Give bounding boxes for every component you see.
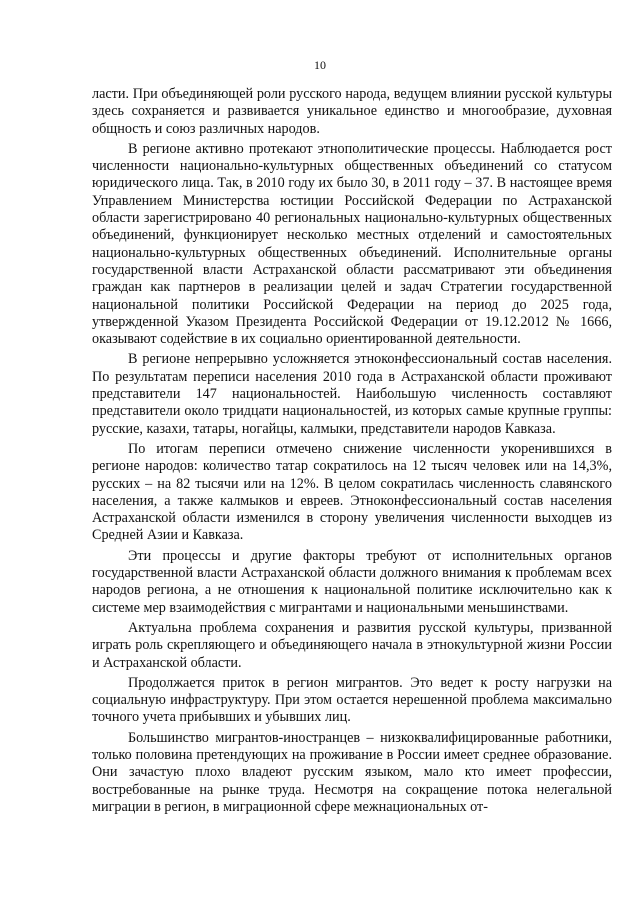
page-number: 10 bbox=[314, 58, 326, 72]
paragraph-7: Продолжается приток в регион мигрантов. Это ведет к росту нагрузки на социальную инфраструктуру. При этом остается нерешенной проблема максимально точного учета прибывших и убывших лиц. bbox=[92, 674, 612, 726]
paragraph-6: Актуальна проблема сохранения и развития русской культуры, призванной играть роль скрепляющего и объединяющего начала в этнокультурной жизни России и Астраханской области. bbox=[92, 619, 612, 671]
body-text bbox=[92, 86, 612, 819]
paragraph-2: В регионе активно протекают этнополитические процессы. Наблюдается рост численности национально-культурных общественных объединений со статусом юридического лица. Так, в 2010 году их было 30, в 2011 году – 37. В настоящее время Управлением Министерства юстиции Российской Федерации по Астраханской области зарегистрировано 40 региональных национально-культурных общественных объединений, функционирует несколько местных отделений и самостоятельных национально-культурных общественных объединений. Исполнительные органы государственной власти Астраханской области рассматривают эти объединения граждан как партнеров в реализации целей и задач Стратегии государственной национальной политики Российской Федерации на период до 2025 года, утвержденной Указом Президента Российской Федерации от 19.12.2012 № 1666, оказывают содействие в их социально ориентированной деятельности. bbox=[92, 140, 612, 348]
paragraph-4: По итогам переписи отмечено снижение численности укоренившихся в регионе народов: количество татар сократилось на 12 тысяч человек или на 14,3%, русских – на 82 тысячи или на 12%. В целом сократилась численность славянского населения, а также калмыков и евреев. Этноконфессиональный состав населения Астраханской области изменился в сторону увеличения численности выходцев из Средней Азии и Кавказа. bbox=[92, 440, 612, 544]
paragraph-1: ласти. При объединяющей роли русского народа, ведущем влиянии русской культуры здесь сохраняется и развивается уникальное единство и многообразие, духовная общность и союз различных народов. bbox=[92, 86, 612, 137]
paragraph-3: В регионе непрерывно усложняется этноконфессиональный состав населения. По результатам переписи населения 2010 года в Астраханской области проживают представители 147 национальностей. Наибольшую численность составляют представители около тридцати национальностей, из которых самые крупные группы: русские, казахи, татары, ногайцы, калмыки, представители народов Кавказа. bbox=[92, 351, 612, 437]
paragraph-5: Эти процессы и другие факторы требуют от исполнительных органов государственной власти Астраханской области должного внимания к проблемам всех народов региона, а не отношения к национальной политике исключительно как к системе мер взаимодействия с мигрантами и национальными меньшинствами. bbox=[92, 547, 612, 616]
paragraph-8: Большинство мигрантов-иностранцев – низкоквалифицированные работники, только половина претендующих на проживание в России имеет среднее образование. Они зачастую плохо владеют русским языком, мало кто имеет профессии, востребованные на рынке труда. Несмотря на сокращение потока нелегальной миграции в регион, в миграционной сфере межнациональных от- bbox=[92, 729, 612, 815]
